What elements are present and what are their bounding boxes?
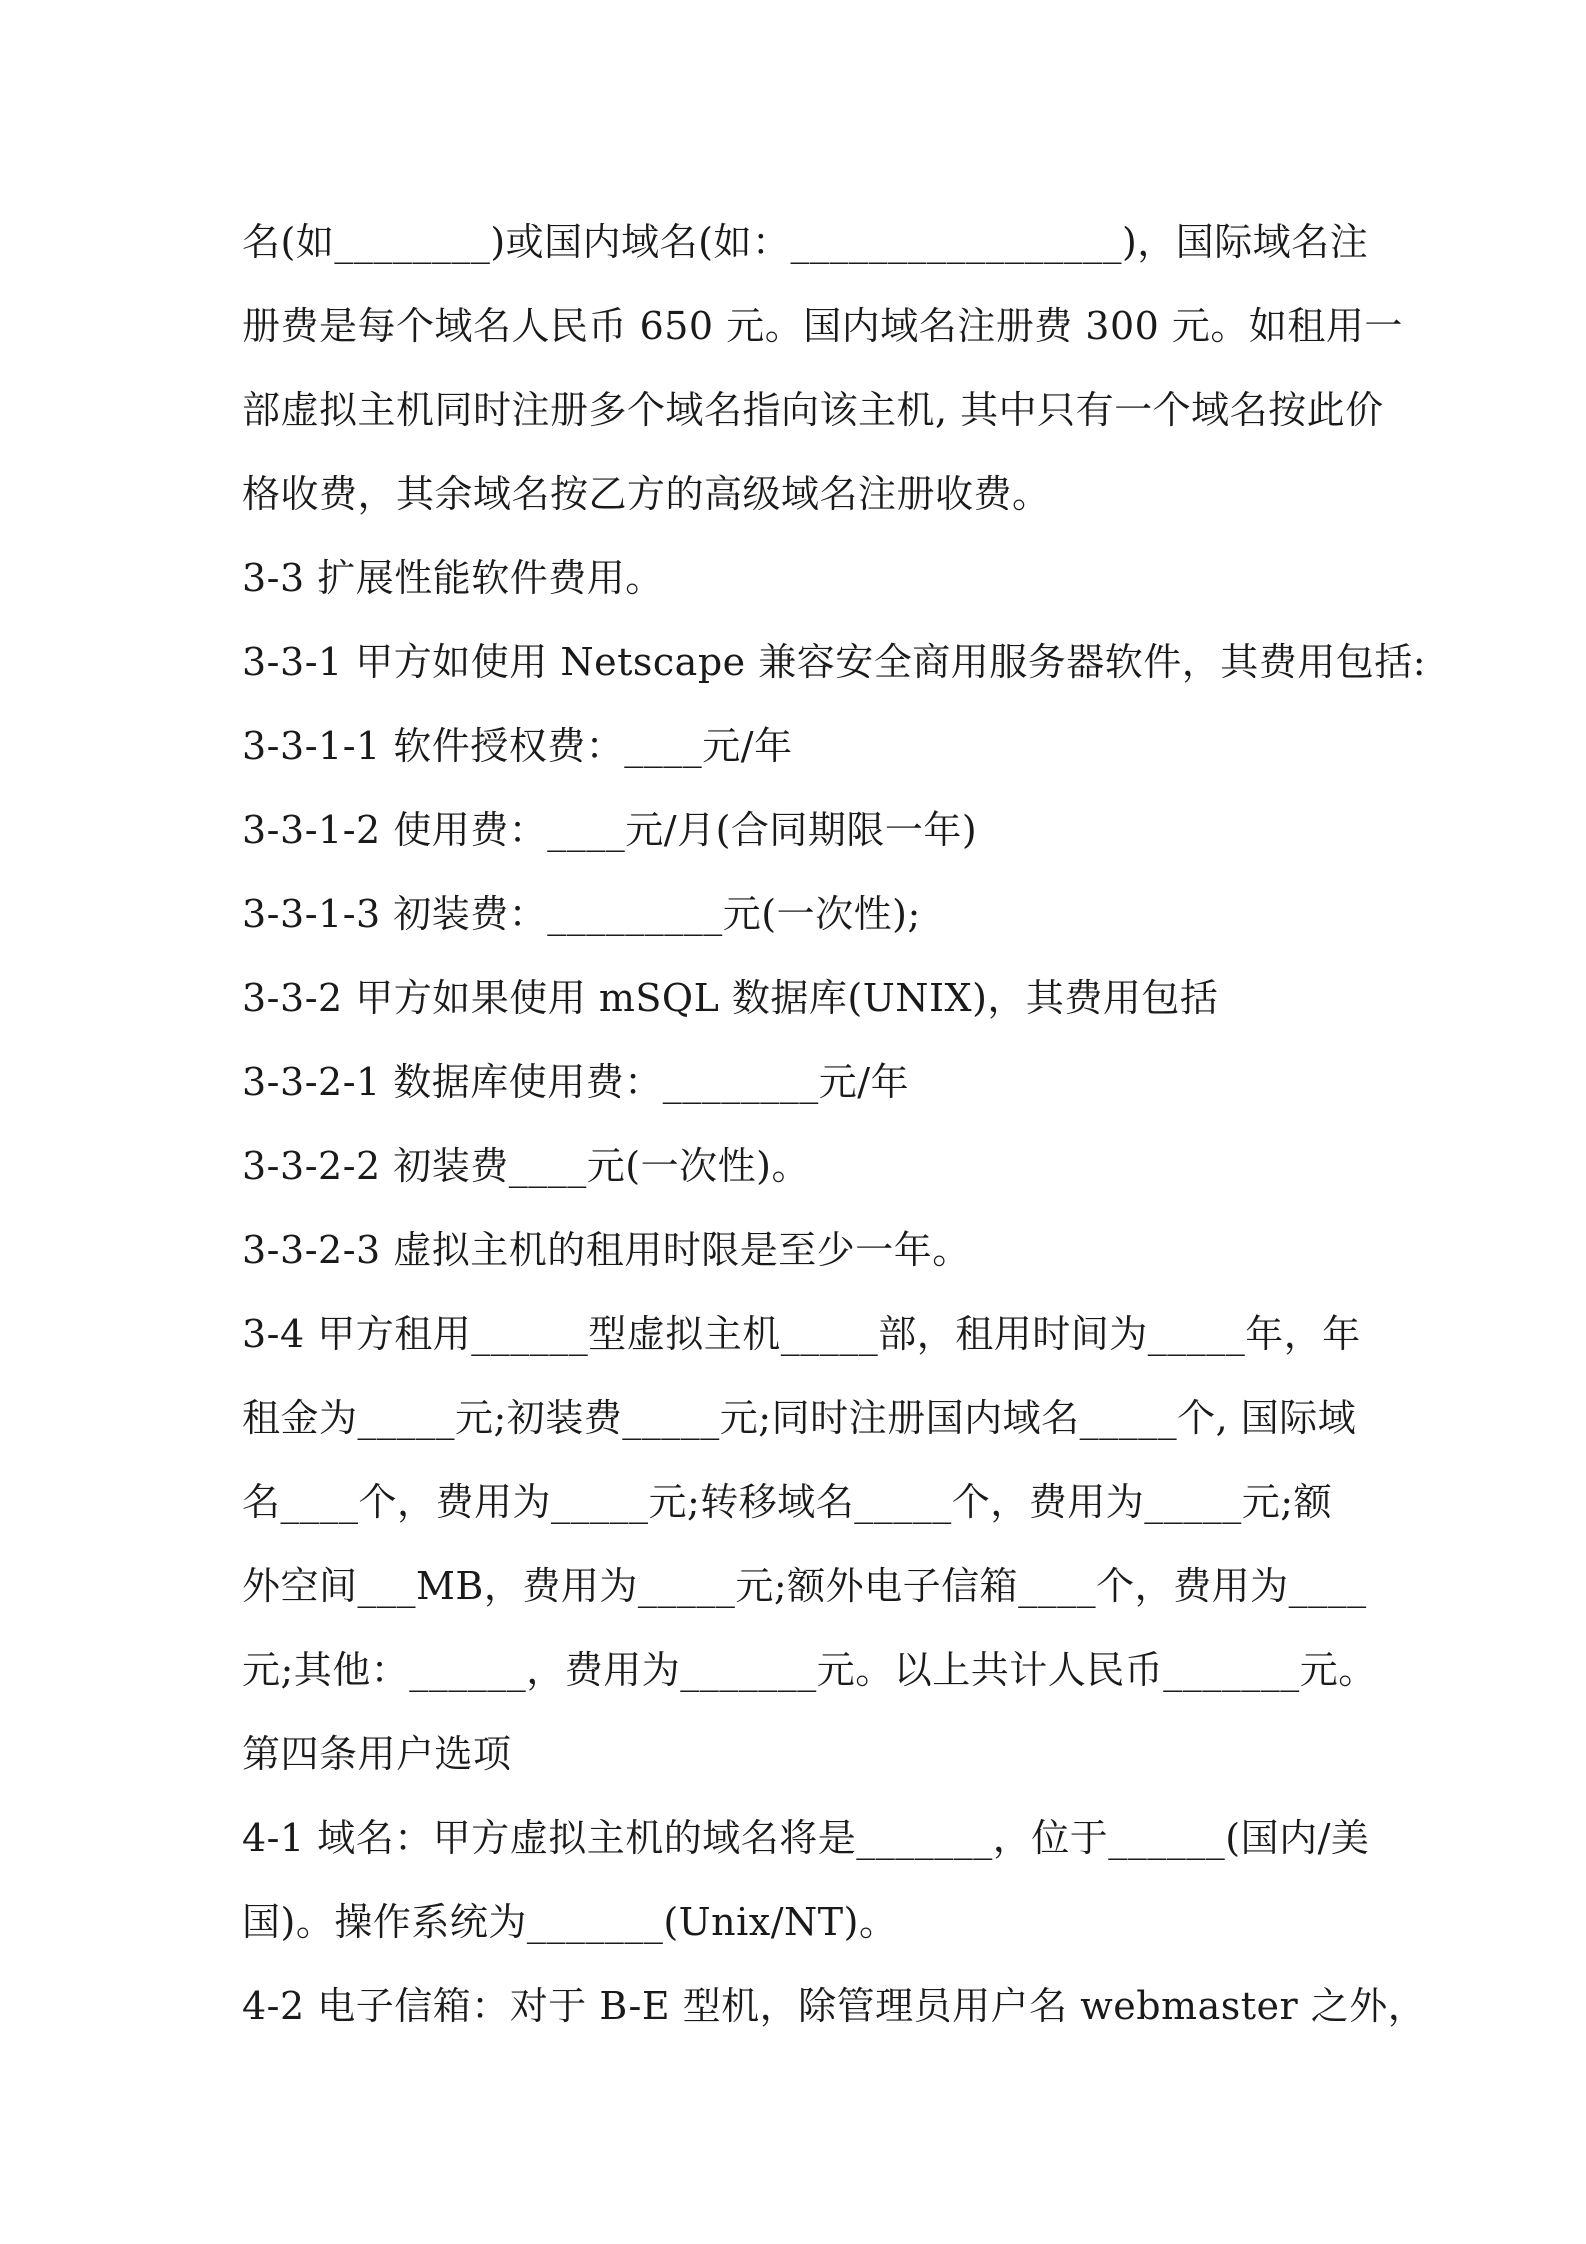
paragraph-line: 部虚拟主机同时注册多个域名指向该主机, 其中只有一个域名按此价 xyxy=(242,388,1384,432)
paragraph-line: 4-2 电子信箱：对于 B-E 型机，除管理员用户名 webmaster 之外， xyxy=(242,1984,1427,2028)
paragraph-line: 名____个，费用为_____元;转移域名_____个，费用为_____元;额 xyxy=(242,1480,1333,1524)
paragraph-line: 3-3-1-2 使用费：____元/月(合同期限一年) xyxy=(242,808,978,852)
document-body xyxy=(242,200,1427,2048)
paragraph-line: 3-4 甲方租用______型虚拟主机_____部，租用时间为_____年，年 xyxy=(242,1312,1361,1356)
paragraph-line: 外空间___MB，费用为_____元;额外电子信箱____个，费用为____ xyxy=(242,1564,1367,1608)
paragraph-line: 3-3-2 甲方如果使用 mSQL 数据库(UNIX)，其费用包括 xyxy=(242,976,1219,1020)
paragraph-line: 租金为_____元;初装费_____元;同时注册国内域名_____个, 国际域 xyxy=(242,1396,1357,1440)
paragraph-line: 格收费，其余域名按乙方的高级域名注册收费。 xyxy=(242,472,1051,516)
paragraph-line: 3-3-2-2 初装费____元(一次性)。 xyxy=(242,1144,810,1188)
paragraph-line: 元;其他：______，费用为_______元。以上共计人民币_______元。 xyxy=(242,1648,1377,1692)
paragraph-line: 3-3-1-1 软件授权费：____元/年 xyxy=(242,724,793,768)
paragraph-line: 册费是每个域名人民币 650 元。国内域名注册费 300 元。如租用一 xyxy=(242,304,1403,348)
paragraph-line: 3-3-2-3 虚拟主机的租用时限是至少一年。 xyxy=(242,1228,971,1272)
paragraph-line: 国)。操作系统为_______(Unix/NT)。 xyxy=(242,1900,898,1944)
section-heading: 第四条用户选项 xyxy=(242,1732,512,1776)
section-heading: 3-3 扩展性能软件费用。 xyxy=(242,556,664,600)
paragraph-line: 4-1 域名：甲方虚拟主机的域名将是_______，位于______(国内/美 xyxy=(242,1816,1370,1860)
paragraph-line: 名(如________)或国内域名(如：_________________)，国际域名注 xyxy=(242,220,1369,264)
paragraph-line: 3-3-1-3 初装费：_________元(一次性); xyxy=(242,892,921,936)
paragraph-line: 3-3-1 甲方如使用 Netscape 兼容安全商用服务器软件，其费用包括: xyxy=(242,640,1427,684)
paragraph-line: 3-3-2-1 数据库使用费：________元/年 xyxy=(242,1060,910,1104)
